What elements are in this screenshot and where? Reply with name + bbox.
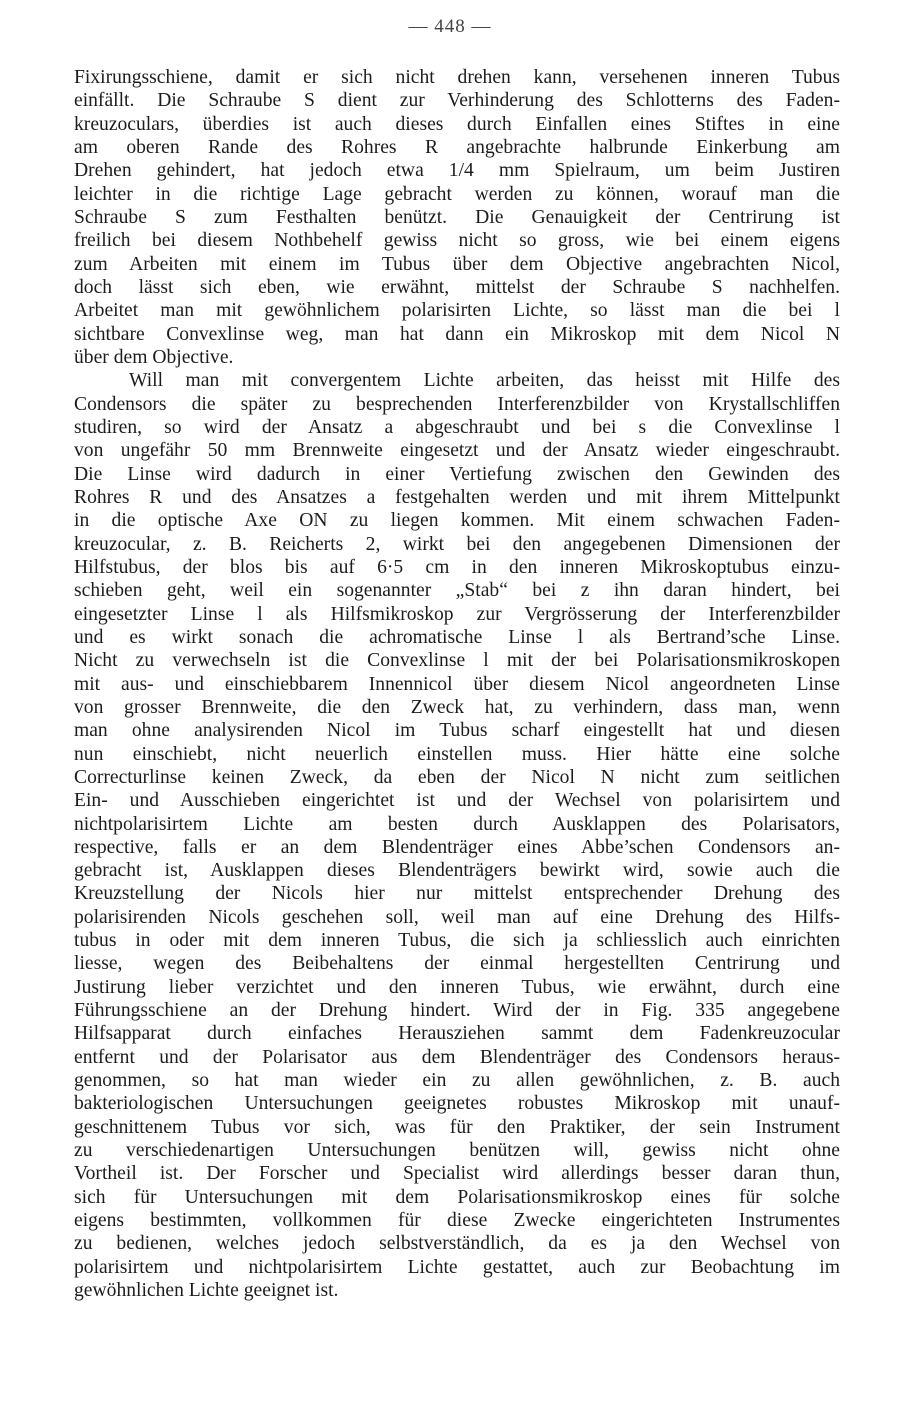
text-line: polarisirtem und nichtpolarisirtem Lichte gestattet, auch zur Beobachtung im	[74, 1256, 840, 1278]
text-line: eigens bestimmten, vollkommen für diese Zwecke eingerichteten Instrumentes	[74, 1210, 840, 1232]
text-line: liesse, wegen des Beibehaltens der einmal hergestellten Centrirung und	[74, 953, 840, 975]
text-line: Nicht zu verwechseln ist die Convexlinse l mit der bei Polarisationsmikroskopen	[74, 650, 840, 672]
text-line: in die optische Axe ON zu liegen kommen. Mit einem schwachen Faden-	[74, 510, 840, 532]
text-line: kreuzocular, z. B. Reicherts 2, wirkt bei den angegebenen Dimensionen der	[74, 533, 840, 555]
text-line: sichtbare Convexlinse weg, man hat dann ein Mikroskop mit dem Nicol N	[74, 323, 840, 345]
text-line: Schraube S zum Festhalten benützt. Die Genauigkeit der Centrirung ist	[74, 206, 840, 228]
text-line: schieben geht, weil ein sogenannter „Stab“ bei z ihn daran hindert, bei	[74, 580, 840, 602]
text-line: Die Linse wird dadurch in einer Vertiefung zwischen den Gewinden des	[74, 463, 840, 485]
text-line: leichter in die richtige Lage gebracht werden zu können, worauf man die	[74, 183, 840, 205]
text-line: Hilfsapparat durch einfaches Herausziehen sammt dem Fadenkreuzocular	[74, 1023, 840, 1045]
text-line: von ungefähr 50 mm Brennweite eingesetzt und der Ansatz wieder eingeschraubt.	[74, 440, 840, 462]
text-line: Kreuzstellung der Nicols hier nur mittelst entsprechender Drehung des	[74, 883, 840, 905]
text-line: kreuzoculars, überdies ist auch dieses durch Einfallen eines Stiftes in eine	[74, 113, 840, 135]
text-line: Fixirungsschiene, damit er sich nicht drehen kann, versehenen inneren Tubus	[74, 67, 840, 88]
text-line: freilich bei diesem Nothbehelf gewiss nicht so gross, wie bei einem eigens	[74, 230, 840, 252]
text-line: und es wirkt sonach die achromatische Linse l als Bertrand’sche Linse.	[74, 626, 840, 648]
text-line: mit aus- und einschiebbarem Innennicol über diesem Nicol angeordneten Linse	[74, 673, 840, 695]
paragraph	[74, 66, 840, 369]
paragraph	[74, 369, 840, 1302]
text-line: nun einschiebt, nicht neuerlich einstellen muss. Hier hätte eine solche	[74, 743, 840, 765]
text-line: einfällt. Die Schraube S dient zur Verhinderung des Schlotterns des Faden-	[74, 90, 840, 112]
text-line: Hilfstubus, der blos bis auf 6·5 cm in den inneren Mikroskoptubus einzu-	[74, 556, 840, 578]
text-line: geschnittenem Tubus vor sich, was für den Praktiker, der sein Instrument	[74, 1116, 840, 1138]
text-line: Rohres R und des Ansatzes a festgehalten werden und mit ihrem Mittelpunkt	[74, 486, 840, 508]
text-line: studiren, so wird der Ansatz a abgeschraubt und bei s die Convexlinse l	[74, 416, 840, 438]
text-line: Correcturlinse keinen Zweck, da eben der Nicol N nicht zum seitlichen	[74, 766, 840, 788]
text-line: gewöhnlichen Lichte geeignet ist.	[74, 1280, 339, 1302]
text-line: Vortheil ist. Der Forscher und Specialist wird allerdings besser daran thun,	[74, 1163, 840, 1185]
text-line: eingesetzter Linse l als Hilfsmikroskop zur Vergrösserung der Interferenzbilder	[74, 603, 840, 625]
page-number: — 448 —	[408, 16, 492, 37]
text-line: zum Arbeiten mit einem im Tubus über dem Objective angebrachten Nicol,	[74, 253, 840, 275]
text-line: genommen, so hat man wieder ein zu allen gewöhnlichen, z. B. auch	[74, 1070, 840, 1092]
text-line: zu bedienen, welches jedoch selbstverständlich, da es ja den Wechsel von	[74, 1233, 840, 1255]
text-line: nichtpolarisirtem Lichte am besten durch Ausklappen des Polarisators,	[74, 813, 840, 835]
text-line: sich für Untersuchungen mit dem Polarisationsmikroskop eines für solche	[74, 1186, 840, 1208]
text-line: über dem Objective.	[74, 346, 234, 368]
text-line: doch lässt sich eben, wie erwähnt, mittelst der Schraube S nachhelfen.	[74, 276, 840, 298]
text-line: Führungsschiene an der Drehung hindert. Wird der in Fig. 335 angegebene	[74, 1000, 840, 1022]
text-line: Condensors die später zu besprechenden Interferenzbilder von Krystallschliffen	[74, 393, 840, 415]
text-line: am oberen Rande des Rohres R angebrachte halbrunde Einkerbung am	[74, 136, 840, 158]
text-line: Arbeitet man mit gewöhnlichem polarisirten Lichte, so lässt man die bei l	[74, 300, 840, 322]
text-line: respective, falls er an dem Blendenträger eines Abbe’schen Condensors an-	[74, 836, 840, 858]
text-line: tubus in oder mit dem inneren Tubus, die sich ja schliesslich auch einrichten	[74, 930, 840, 952]
text-line: Justirung lieber verzichtet und den inneren Tubus, wie erwähnt, durch eine	[74, 976, 840, 998]
body-text	[74, 66, 840, 1302]
text-line: entfernt und der Polarisator aus dem Blendenträger des Condensors heraus-	[74, 1046, 840, 1068]
text-line: gebracht ist, Ausklappen dieses Blendenträgers bewirkt wird, sowie auch die	[74, 860, 840, 882]
text-line: man ohne analysirenden Nicol im Tubus scharf eingestellt hat und diesen	[74, 720, 840, 742]
text-line: bakteriologischen Untersuchungen geeignetes robustes Mikroskop mit unauf-	[74, 1093, 840, 1115]
text-line: Ein- und Ausschieben eingerichtet ist und der Wechsel von polarisirtem und	[74, 790, 840, 812]
text-line: zu verschiedenartigen Untersuchungen benützen will, gewiss nicht ohne	[74, 1140, 840, 1162]
text-line: von grosser Brennweite, die den Zweck hat, zu verhindern, dass man, wenn	[74, 696, 840, 718]
text-line: polarisirenden Nicols geschehen soll, weil man auf eine Drehung des Hilfs-	[74, 906, 840, 928]
text-line: Will man mit convergentem Lichte arbeiten, das heisst mit Hilfe des	[129, 370, 840, 392]
text-line: Drehen gehindert, hat jedoch etwa 1/4 mm Spielraum, um beim Justiren	[74, 160, 840, 182]
